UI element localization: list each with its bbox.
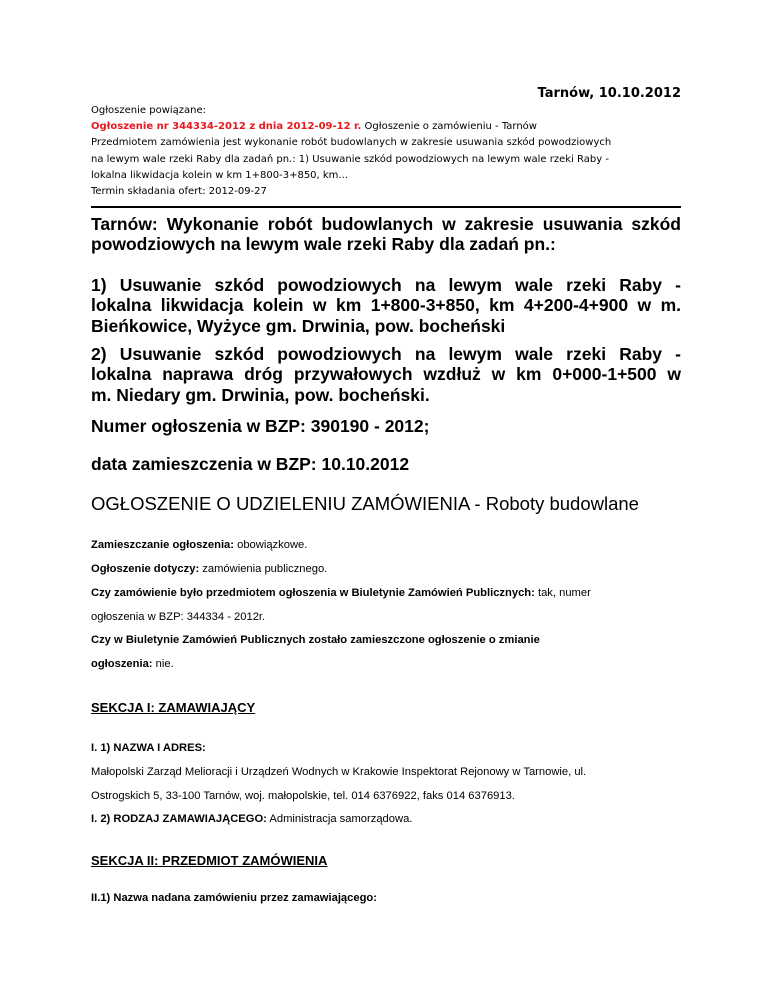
section-2-name-label: II.1) Nazwa nadana zamówieniu przez zamawiającego: bbox=[91, 892, 377, 904]
field-bzp-notice-cont: ogłoszenia w BZP: 344334 - 2012r. bbox=[91, 611, 266, 623]
related-line-3: na lewym wale rzeki Raby dla zadań pn.: 1) Usuwanie szkód powodziowych na lewym wale rzeki Raby - bbox=[91, 153, 609, 165]
section-1-type bbox=[91, 813, 681, 825]
field-publication bbox=[91, 539, 681, 551]
title-line: Tarnów: Wykonanie robót budowlanych w zakresie usuwania szkód bbox=[91, 214, 681, 234]
field-label: Zamieszczanie ogłoszenia: bbox=[91, 539, 234, 551]
title-block-2 bbox=[91, 275, 681, 336]
related-notice-type: Ogłoszenie o zamówieniu - Tarnów bbox=[364, 121, 537, 133]
section-1-address-line-2: Ostrogskich 5, 33-100 Tarnów, woj. małopolskie, tel. 014 6376922, faks 014 6376913. bbox=[91, 790, 515, 802]
title-line: Bieńkowice, Wyżyce gm. Drwinia, pow. bocheński bbox=[91, 315, 506, 336]
related-notice bbox=[91, 103, 681, 200]
related-notice-link[interactable]: Ogłoszenie nr 344334-2012 z dnia 2012-09-12 r. bbox=[91, 121, 362, 133]
title-line: lokalna likwidacja kolein w km 1+800-3+850, km 4+200-4+900 w m. bbox=[91, 295, 681, 316]
title-block-3 bbox=[91, 344, 681, 405]
related-label: Ogłoszenie powiązane: bbox=[91, 105, 207, 116]
field-value: obowiązkowe. bbox=[234, 539, 308, 551]
field-value: tak, numer bbox=[534, 587, 591, 599]
title-line: 2) Usuwanie szkód powodziowych na lewym wale rzeki Raby - bbox=[91, 344, 681, 364]
bzp-date: data zamieszczenia w BZP: 10.10.2012 bbox=[91, 454, 410, 474]
title-line: m. Niedary gm. Drwinia, pow. bocheński. bbox=[91, 384, 430, 405]
field-change-notice bbox=[91, 634, 681, 646]
section-1-address-line-1: Małopolski Zarząd Melioracji i Urządzeń Wodnych w Krakowie Inspektorat Rejonowy w Tarnowie, ul. bbox=[91, 766, 587, 778]
dateline: Tarnów, 10.10.2012 bbox=[537, 86, 681, 101]
title-line: 1) Usuwanie szkód powodziowych na lewym wale rzeki Raby - bbox=[91, 275, 681, 295]
title-block-1 bbox=[91, 214, 681, 255]
field-change-notice-cont bbox=[91, 658, 681, 670]
bzp-number: Numer ogłoszenia w BZP: 390190 - 2012; bbox=[91, 416, 430, 436]
field-concerns bbox=[91, 563, 681, 575]
field-value: zamówienia publicznego. bbox=[199, 563, 328, 575]
field-label: ogłoszenia: bbox=[91, 658, 153, 670]
section-1-name-label: I. 1) NAZWA I ADRES: bbox=[91, 742, 206, 754]
section-1-heading: SEKCJA I: ZAMAWIAJĄCY bbox=[91, 700, 256, 715]
field-bzp-notice bbox=[91, 587, 681, 599]
related-line-2: Przedmiotem zamówienia jest wykonanie robót budowlanych w zakresie usuwania szkód powodziowych bbox=[91, 137, 612, 149]
title-line: powodziowych na lewym wale rzeki Raby dla zadań pn.: bbox=[91, 234, 556, 255]
field-value: nie. bbox=[152, 658, 174, 670]
title-line: lokalna naprawa dróg przywałowych wzdłuż w km 0+000-1+500 w bbox=[91, 364, 681, 385]
field-label: Ogłoszenie dotyczy: bbox=[91, 563, 200, 575]
field-value: Administracja samorządowa. bbox=[266, 813, 413, 825]
notice-heading: OGŁOSZENIE O UDZIELENIU ZAMÓWIENIA - Roboty budowlane bbox=[91, 493, 639, 514]
field-label: Czy zamówienie było przedmiotem ogłoszenia w Biuletynie Zamówień Publicznych: bbox=[91, 587, 535, 599]
field-label: Czy w Biuletynie Zamówień Publicznych zostało zamieszczone ogłoszenie o zmianie bbox=[91, 634, 540, 646]
related-line-4: lokalna likwidacja kolein w km 1+800-3+850, km... bbox=[91, 169, 348, 181]
related-line-1 bbox=[91, 119, 681, 135]
field-label: I. 2) RODZAJ ZAMAWIAJĄCEGO: bbox=[91, 813, 267, 825]
related-deadline: Termin składania ofert: 2012-09-27 bbox=[91, 186, 267, 198]
horizontal-divider bbox=[91, 206, 681, 208]
section-2-heading: SEKCJA II: PRZEDMIOT ZAMÓWIENIA bbox=[91, 853, 328, 868]
